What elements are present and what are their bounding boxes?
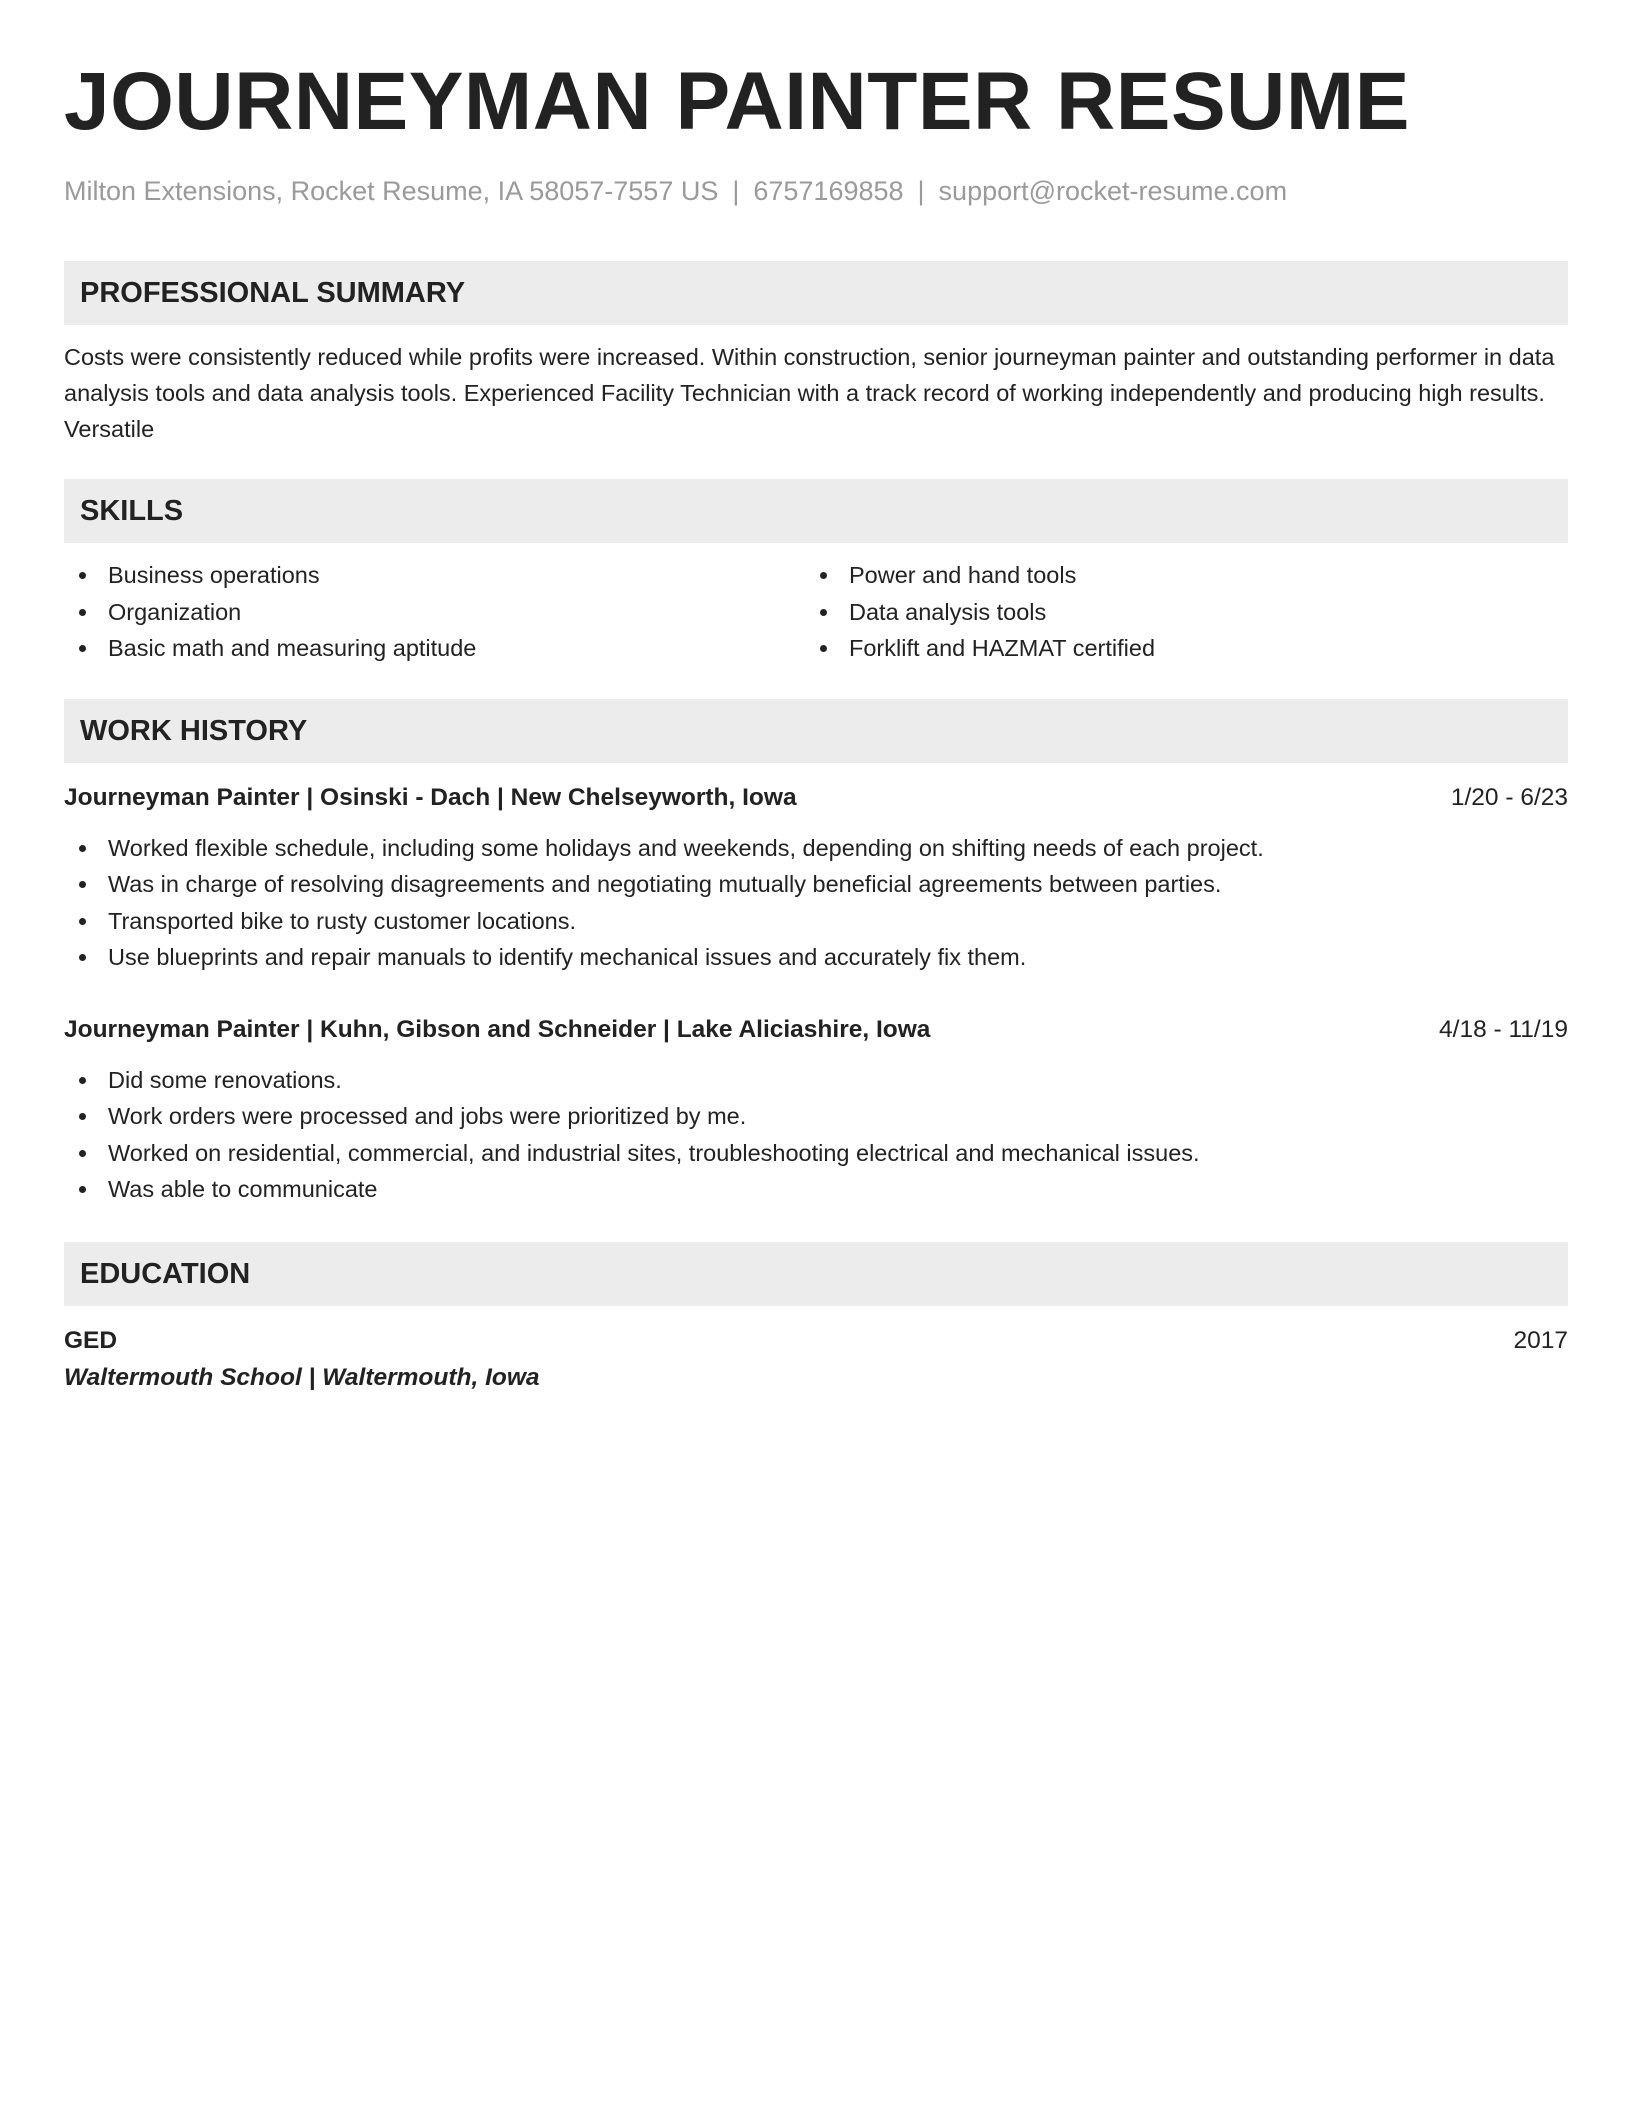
job-bullet: Was able to communicate	[64, 1171, 1568, 1208]
education-entry-header	[64, 1323, 1568, 1359]
skill-item: Basic math and measuring aptitude	[64, 630, 805, 667]
resume-title: JOURNEYMAN PAINTER RESUME	[64, 56, 1410, 147]
summary-text: Costs were consistently reduced while profits were increased. Within construction, senior journeyman painter and outstanding performer in data analysis tools and data analysis tools. Experienced Facility Technician with a track record of working independently and producing high results. Versatile	[64, 344, 1555, 442]
section-header-professional-summary: PROFESSIONAL SUMMARY	[64, 261, 1568, 325]
contact-line	[64, 174, 1568, 208]
contact-separator: |	[917, 176, 925, 206]
section-header-education: EDUCATION	[64, 1242, 1568, 1306]
job-dates: 1/20 - 6/23	[1450, 783, 1568, 811]
job-title: Journeyman Painter | Osinski - Dach | New Chelseyworth, Iowa	[64, 783, 797, 811]
skill-item: Data analysis tools	[805, 594, 1546, 631]
skills-column-left	[64, 557, 805, 667]
job-bullet: Worked flexible schedule, including some holidays and weekends, depending on shifting needs of each project.	[64, 830, 1568, 867]
skills-list	[64, 557, 1568, 667]
job-bullet: Use blueprints and repair manuals to identify mechanical issues and accurately fix them.	[64, 939, 1568, 976]
job-bullet: Work orders were processed and jobs were prioritized by me.	[64, 1098, 1568, 1135]
skill-item: Business operations	[64, 557, 805, 594]
skill-item: Organization	[64, 594, 805, 631]
job-bullets	[64, 830, 1568, 976]
section-header-skills: SKILLS	[64, 479, 1568, 543]
job-title: Journeyman Painter | Kuhn, Gibson and Schneider | Lake Aliciashire, Iowa	[64, 1015, 931, 1043]
contact-address: Milton Extensions, Rocket Resume, IA 58057-7557 US	[64, 176, 719, 206]
job-entry-header	[64, 1012, 1568, 1048]
job-dates: 4/18 - 11/19	[1439, 1015, 1568, 1043]
job-bullet: Did some renovations.	[64, 1062, 1568, 1099]
job-bullet: Transported bike to rusty customer locations.	[64, 903, 1568, 940]
contact-separator: |	[732, 176, 740, 206]
skills-column-right	[805, 557, 1546, 667]
skill-item: Forklift and HAZMAT certified	[805, 630, 1546, 667]
contact-email: support@rocket-resume.com	[938, 176, 1288, 206]
education-degree: GED	[64, 1326, 118, 1354]
job-bullet: Worked on residential, commercial, and industrial sites, troubleshooting electrical and mechanical issues.	[64, 1135, 1568, 1172]
contact-phone: 6757169858	[753, 176, 904, 206]
job-entry-header	[64, 780, 1568, 816]
job-bullets	[64, 1062, 1568, 1208]
education-year: 2017	[1513, 1326, 1568, 1354]
job-bullet: Was in charge of resolving disagreements and negotiating mutually beneficial agreements between parties.	[64, 866, 1568, 903]
education-school: Waltermouth School | Waltermouth, Iowa	[64, 1363, 540, 1391]
section-header-work-history: WORK HISTORY	[64, 699, 1568, 763]
skill-item: Power and hand tools	[805, 557, 1546, 594]
